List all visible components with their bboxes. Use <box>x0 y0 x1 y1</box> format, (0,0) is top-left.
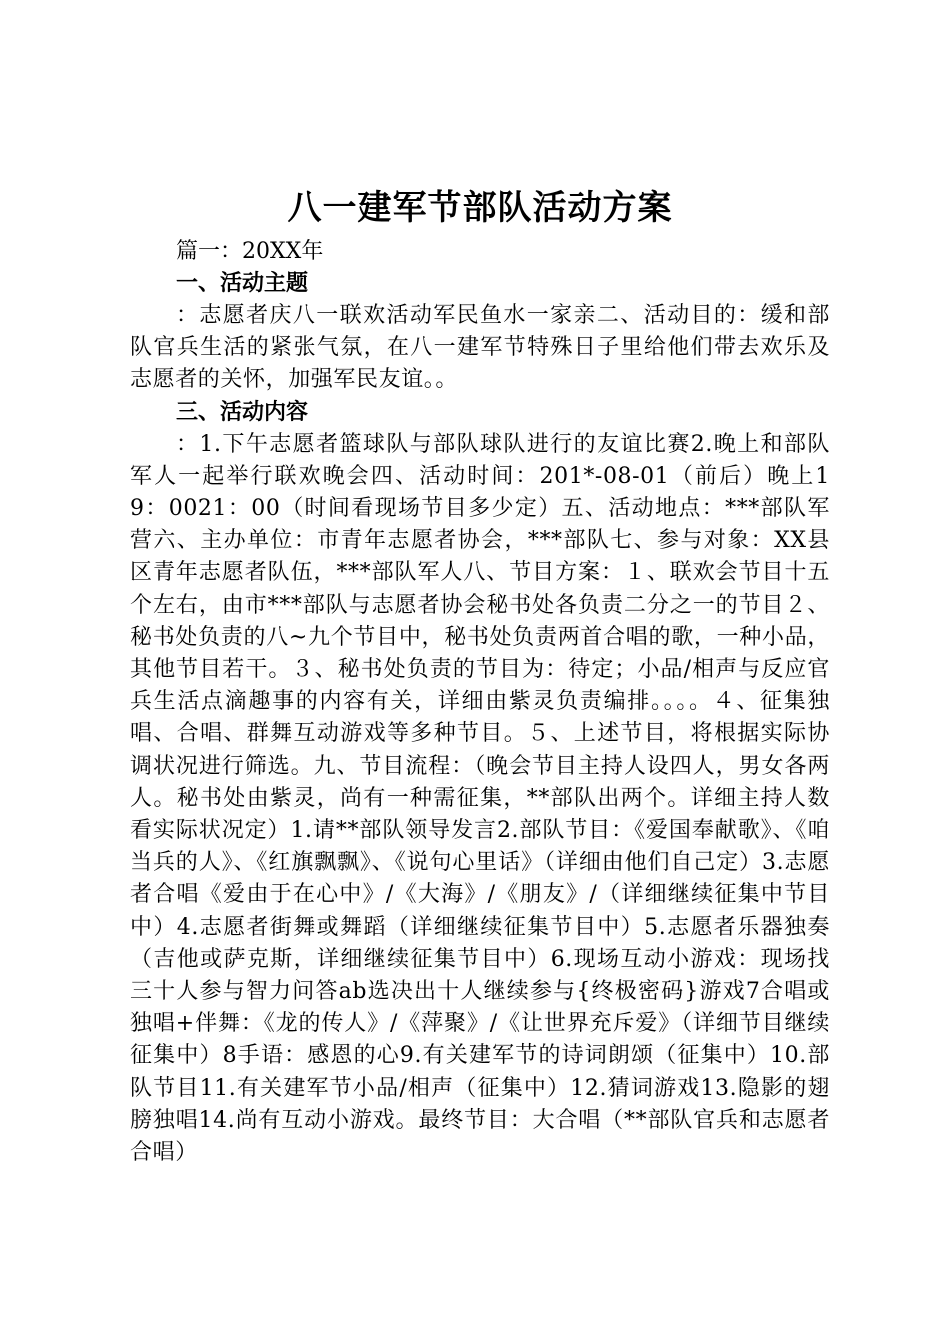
paragraph-content: ：1.下午志愿者篮球队与部队球队进行的友谊比赛2.晚上和部队军人一起举行联欢晚会四、活动时间：201*-08-01（前后）晚上19：0021：00（时间看现场节目多少定）五、活动地点：***部队军营六、主办单位：市青年志愿者协会，***部队七、参与对象：XX县区青年志愿者队伍，***部队军人八、节目方案：１、联欢会节目十五个左右，由市***部队与志愿者协会秘书处各负责二分之一的节目２、秘书处负责的八~九个节目中，秘书处负责两首合唱的歌，一种小品，其他节目若干。３、秘书处负责的节目为：待定；小品/相声与反应官兵生活点滴趣事的内容有关，详细由紫灵负责编排。。。。４、征集独唱、合唱、群舞互动游戏等多种节目。５、上述节目，将根据实际协调状况进行筛选。九、节目流程：（晚会节目主持人设四人，男女各两人。秘书处由紫灵，尚有一种需征集，**部队出两个。详细主持人数看实际状况定）1.请**部队领导发言2.部队节目：《爱国奉献歌》、《咱当兵的人》、《红旗飘飘》、《说句心里话》（详细由他们自己定）3.志愿者合唱《爱由于在心中》/《大海》/《朋友》/（详细继续征集中节目中）4.志愿者街舞或舞蹈（详细继续征集节目中）5.志愿者乐器独奏（吉他或萨克斯，详细继续征集节目中）6.现场互动小游戏：现场找三十人参与智力问答ab选决出十人继续参与{终极密码}游戏7合唱或独唱+伴舞：《龙的传人》/《萍聚》/《让世界充斥爱》（详细节目继续征集中）8手语：感恩的心9.有关建军节的诗词朗颂（征集中）10.部队节目11.有关建军节小品/相声（征集中）12.猜词游戏13.隐影的翅膀独唱14.尚有互动小游戏。最终节目：大合唱（**部队官兵和志愿者合唱） <box>130 431 830 1166</box>
document-title: 八一建军节部队活动方案 <box>287 188 673 228</box>
section-heading-theme: 一、活动主题 <box>176 271 309 296</box>
section-heading-content: 三、活动内容 <box>176 399 309 425</box>
document-page <box>130 180 830 1169</box>
paragraph-theme: ：志愿者庆八一联欢活动军民鱼水一家亲二、活动目的：缓和部队官兵生活的紧张气氛，在八一建军节特殊日子里给他们带去欢乐及志愿者的关怀，加强军民友谊。。 <box>130 303 830 393</box>
document-subtitle: 篇一：20XX年 <box>176 239 324 264</box>
